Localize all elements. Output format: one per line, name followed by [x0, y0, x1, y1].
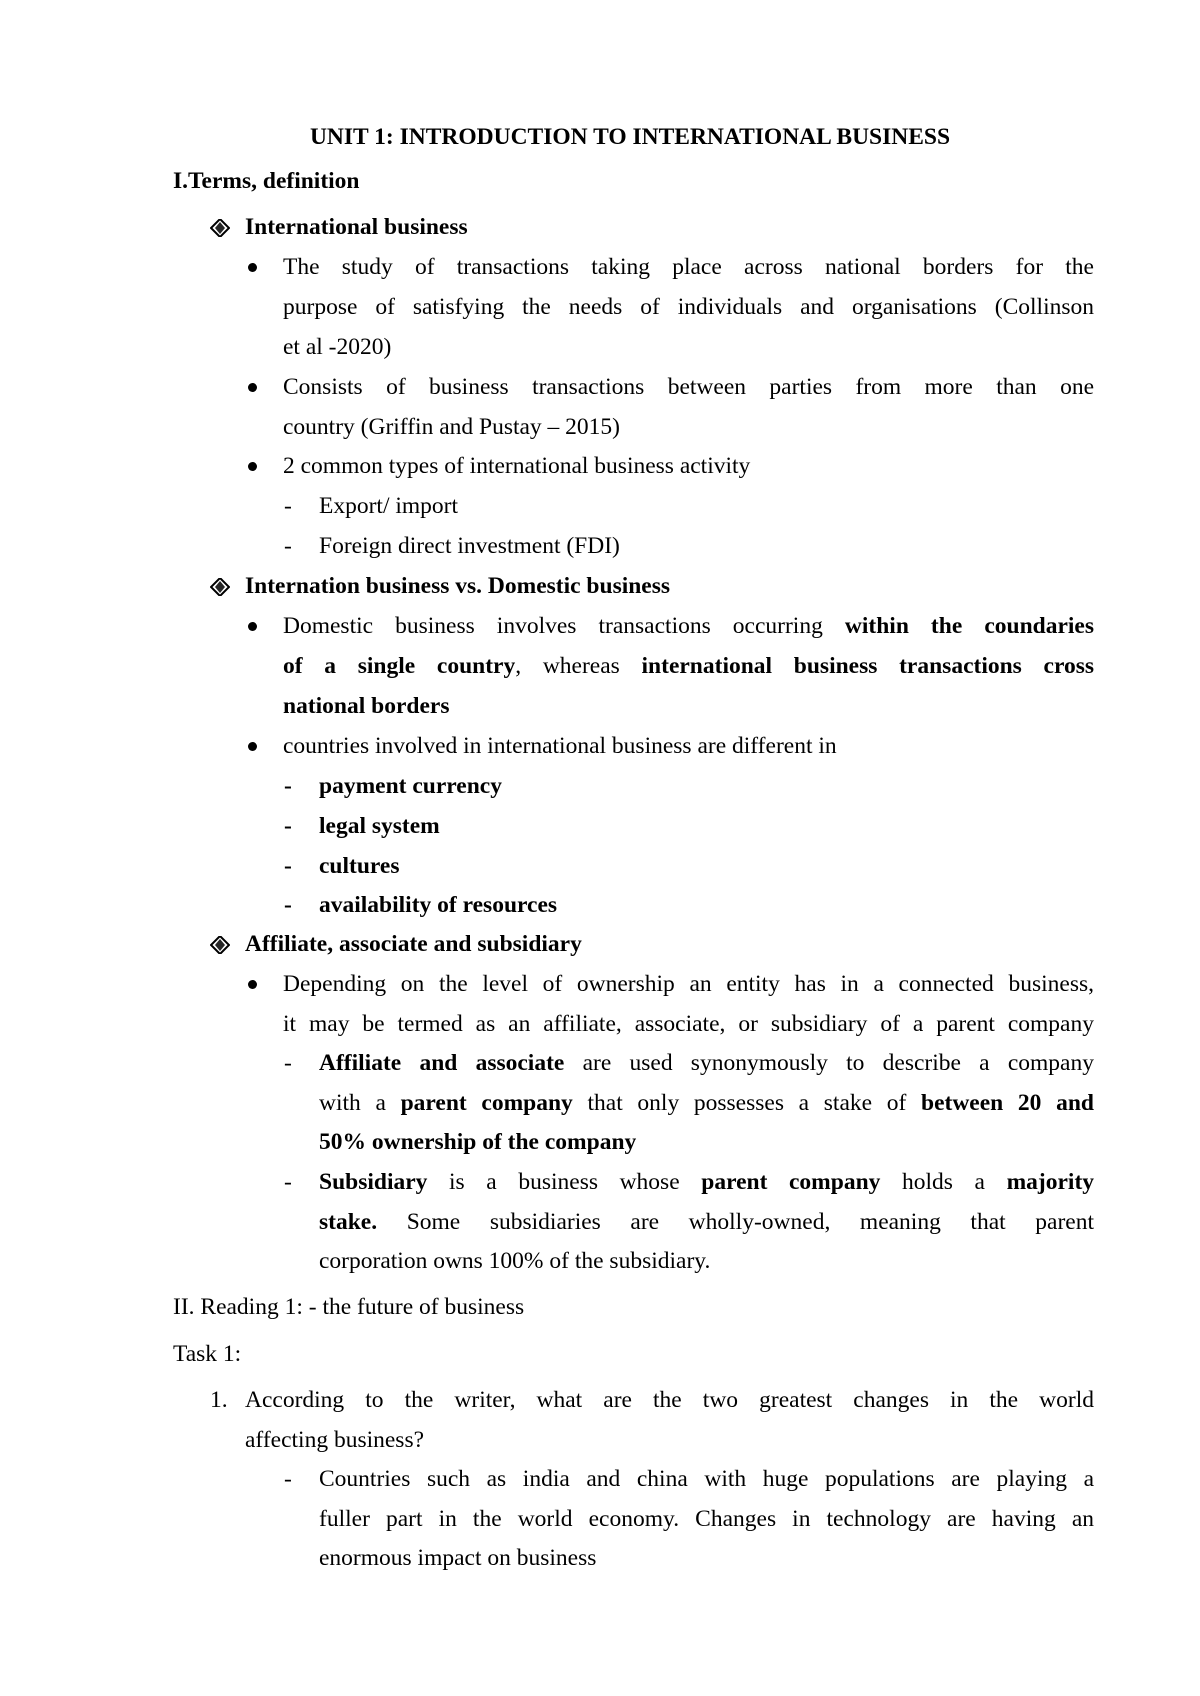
subheading-affiliate-associate-subsidiary: Affiliate, associate and subsidiary: [245, 931, 582, 957]
vs-comparison-line-3: national borders: [283, 693, 450, 719]
dash-bullet: -: [284, 1050, 292, 1076]
bullet-dot-icon: [248, 383, 257, 392]
ib-type-fdi: Foreign direct investment (FDI): [319, 533, 620, 559]
difference-cultures: cultures: [319, 853, 400, 879]
ib-consists-line-1: Consists of business transactions between parties from more than one: [283, 374, 1094, 400]
dash-bullet: -: [284, 1466, 292, 1492]
section-heading-terms: I.Terms, definition: [173, 168, 360, 194]
difference-resources: availability of resources: [319, 892, 558, 918]
vs-emphasis: of a single country: [283, 653, 516, 679]
ib-type-export-import: Export/ import: [319, 493, 459, 519]
bullet-dot-icon: [248, 742, 257, 751]
diamond-bullet-icon: [210, 936, 230, 954]
vs-emphasis: international business transactions cross: [641, 653, 1094, 679]
dash-bullet: -: [284, 493, 292, 519]
aff-ownership-line-2: it may be termed as an affiliate, associate, or subsidiary of a parent company: [283, 1011, 1094, 1037]
vs-text: Domestic business involves transactions occurring: [283, 613, 845, 639]
vs-emphasis: within the coundaries: [844, 613, 1094, 639]
affiliate-def-line-1: [319, 1048, 1094, 1078]
affiliate-def-line-3: 50% ownership of the company: [319, 1129, 637, 1155]
question-number: 1.: [210, 1387, 228, 1413]
affiliate-text: that only possesses a stake of: [572, 1090, 921, 1116]
aff-ownership-line-1: Depending on the level of ownership an entity has in a connected business,: [283, 971, 1094, 997]
answer-1-line-1: Countries such as india and china with huge populations are playing a: [319, 1466, 1094, 1492]
subsidiary-text: holds a: [880, 1169, 1007, 1195]
ib-definition-line-2: purpose of satisfying the needs of individuals and organisations (Collinson: [283, 294, 1094, 320]
subsidiary-emphasis: parent company: [701, 1169, 881, 1195]
bullet-dot-icon: [248, 622, 257, 631]
subheading-international-business: International business: [245, 214, 468, 240]
answer-1-line-2: fuller part in the world economy. Changes in technology are having an: [319, 1506, 1094, 1532]
affiliate-text: with a: [319, 1090, 401, 1116]
section-heading-reading-1: II. Reading 1: - the future of business: [173, 1294, 525, 1320]
diamond-bullet-icon: [210, 578, 230, 596]
ib-types-intro: 2 common types of international business activity: [283, 453, 751, 479]
subsidiary-def-line-3: corporation owns 100% of the subsidiary.: [319, 1248, 711, 1274]
ib-definition-line-1: The study of transactions taking place across national borders for the: [283, 254, 1094, 280]
bullet-dot-icon: [248, 263, 257, 272]
diamond-bullet-icon: [210, 219, 230, 237]
subsidiary-text: Some subsidiaries are wholly-owned, meaning that parent: [377, 1209, 1094, 1235]
answer-1-line-3: enormous impact on business: [319, 1545, 597, 1571]
dash-bullet: -: [284, 813, 292, 839]
affiliate-text: are used synonymously to describe a company: [564, 1050, 1094, 1076]
ib-consists-line-2: country (Griffin and Pustay – 2015): [283, 414, 620, 440]
question-1-line-2: affecting business?: [245, 1427, 425, 1453]
subsidiary-term: Subsidiary: [319, 1169, 428, 1195]
vs-text: , whereas: [515, 653, 642, 679]
affiliate-emphasis: parent company: [400, 1090, 573, 1116]
dash-bullet: -: [284, 533, 292, 559]
subsidiary-emphasis: majority: [1006, 1169, 1095, 1195]
affiliate-term: Affiliate and associate: [319, 1050, 565, 1076]
subsidiary-def-line-1: [319, 1167, 1094, 1197]
affiliate-emphasis: between 20 and: [921, 1090, 1094, 1116]
dash-bullet: -: [284, 853, 292, 879]
vs-comparison-line-1: [283, 611, 1094, 641]
dash-bullet: -: [284, 773, 292, 799]
affiliate-def-line-2: [319, 1088, 1094, 1118]
difference-legal-system: legal system: [319, 813, 440, 839]
subsidiary-text: is a business whose: [427, 1169, 702, 1195]
question-1-line-1: According to the writer, what are the two greatest changes in the world: [245, 1387, 1094, 1413]
ib-definition-line-3: et al -2020): [283, 334, 392, 360]
subheading-international-vs-domestic: Internation business vs. Domestic business: [245, 573, 671, 599]
subsidiary-emphasis: stake.: [319, 1209, 378, 1235]
dash-bullet: -: [284, 892, 292, 918]
vs-differences-intro: countries involved in international business are different in: [283, 733, 837, 759]
vs-comparison-line-2: [283, 651, 1094, 681]
difference-payment-currency: payment currency: [319, 773, 502, 799]
document-title: UNIT 1: INTRODUCTION TO INTERNATIONAL BUSINESS: [309, 124, 951, 150]
task-1-label: Task 1:: [173, 1341, 242, 1367]
dash-bullet: -: [284, 1169, 292, 1195]
bullet-dot-icon: [248, 980, 257, 989]
subsidiary-def-line-2: [319, 1207, 1094, 1237]
bullet-dot-icon: [248, 462, 257, 471]
